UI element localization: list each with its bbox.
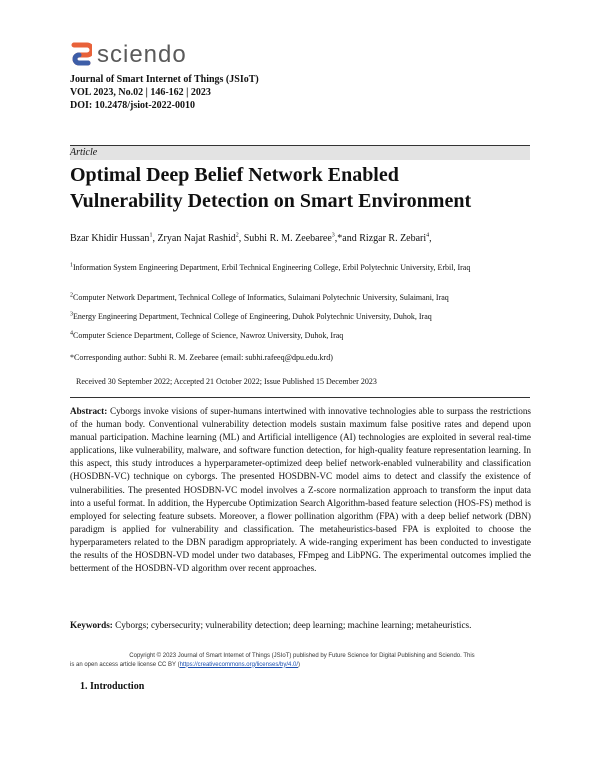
license-prefix: is an open access article license CC BY ( (70, 661, 180, 668)
keywords (70, 619, 531, 632)
author-sup: 4 (426, 232, 430, 239)
paper-title (70, 162, 540, 214)
corresponding-author: *Corresponding author: Subhi R. M. Zeebaree (email: subhi.rafeeq@dpu.edu.krd) (70, 353, 333, 362)
affiliation-1 (70, 262, 535, 273)
affiliation-text: Computer Science Department, College of Science, Nawroz University, Duhok, Iraq (73, 331, 344, 340)
sciendo-logo (70, 40, 187, 70)
journal-info (70, 73, 259, 112)
copyright-notice (70, 652, 534, 669)
author-sep: , (429, 233, 432, 244)
journal-doi: DOI: 10.2478/jsiot-2022-0010 (70, 100, 195, 111)
affiliation-sup: 1 (70, 262, 73, 269)
keywords-text: Cyborgs; cybersecurity; vulnerability detection; deep learning; machine learning; metaheuristics. (115, 620, 472, 630)
abstract-divider (70, 397, 530, 398)
title-line-2: Vulnerability Detection on Smart Environment (70, 190, 472, 212)
copyright-line-2 (70, 661, 534, 670)
author-sep: ,*and (334, 233, 360, 244)
affiliation-sup: 3 (70, 311, 73, 318)
author-sup: 2 (235, 232, 239, 239)
license-link[interactable]: https://creativecommons.org/licenses/by/4.0/ (179, 661, 298, 668)
author-list (70, 233, 432, 244)
affiliation-text: Energy Engineering Department, Technical College of Engineering, Duhok Polytechnic University, Duhok, Iraq (73, 312, 432, 321)
journal-volume: VOL 2023, No.02 | 146-162 | 2023 (70, 87, 211, 98)
author-name: Subhi R. M. Zeebaree (243, 233, 332, 244)
author-name: Rizgar R. Zebari (359, 233, 427, 244)
author-sup: 1 (149, 232, 153, 239)
author-sup: 3 (331, 232, 335, 239)
affiliation-text: Computer Network Department, Technical College of Informatics, Sulaimani Polytechnic University, Sulaimani, Iraq (73, 293, 449, 302)
affiliation-4 (70, 330, 535, 341)
affiliation-text: Information System Engineering Department, Erbil Technical Engineering College, Erbil Polytechnic University, Erbil, Iraq (73, 263, 471, 272)
author-name: Bzar Khidir Hussan (70, 233, 150, 244)
affiliation-sup: 4 (70, 330, 73, 337)
journal-name: Journal of Smart Internet of Things (JSIoT) (70, 74, 259, 85)
keywords-label: Keywords: (70, 620, 113, 630)
author-sep: , (152, 233, 158, 244)
section-heading-introduction: 1. Introduction (80, 681, 145, 692)
license-suffix: ) (298, 661, 300, 668)
abstract-label: Abstract: (70, 406, 108, 416)
article-type-band (70, 146, 530, 160)
affiliation-sup: 2 (70, 292, 73, 299)
sciendo-logo-icon (70, 42, 92, 68)
logo-wordmark: sciendo (97, 41, 187, 68)
copyright-line-1: Copyright © 2023 Journal of Smart Internet of Things (JSIoT) published by Future Science for Digital Publishing and Sciendo. This (129, 653, 475, 659)
abstract-text: Cyborgs invoke visions of super-humans intertwined with innovative technologies able to surpass the restrictions of the human body. Conventional vulnerability detection models sustain maximum false positive rates and depend upon manual participation. Machine learning (ML) and Artificial intelligence (AI) technologies are exploited in several real-time applications, like vulnerability, malware, and software function detection, for high-quality feature representation learning. In this aspect, this study introduces a hyperparameter-optimized deep belief network-enabled vulnerability and classification (HOSDBN-VC) technique on cyborgs. The presented HOSDBN-VC model aims to detect and classify the existence of vulnerabilities. The presented HOSDBN-VC model involves a Z-score normalization approach to transform the input data into a useful format. In addition, the Hypercube Optimization Search Algorithm-based feature selection (HOS-FS) method is employed for selecting feature subsets. Moreover, a flower pollination algorithm (FPA) with a deep belief network (DBN) paradigm is applied for vulnerability and classification. The metaheuristics-based FPA is exploited to choose the hyperparameters related to the DBN paradigm appropriately. A wide-ranging experiment has been conducted to investigate the results of the HOSDBN-VD model under two databases, FFmpeg and LibPNG. The experimental outcomes implied the betterment of the HOSDBN-VD algorithm over recent approaches. (70, 406, 531, 574)
author-name: Zryan Najat Rashid (157, 233, 236, 244)
affiliation-3 (70, 311, 535, 322)
article-type-label: Article (70, 147, 98, 158)
received-dates: Received 30 September 2022; Accepted 21 October 2022; Issue Published 15 December 2023 (76, 377, 377, 386)
affiliation-2 (70, 292, 535, 303)
author-sep: , (238, 233, 244, 244)
abstract (70, 405, 531, 575)
title-line-1: Optimal Deep Belief Network Enabled (70, 164, 399, 186)
